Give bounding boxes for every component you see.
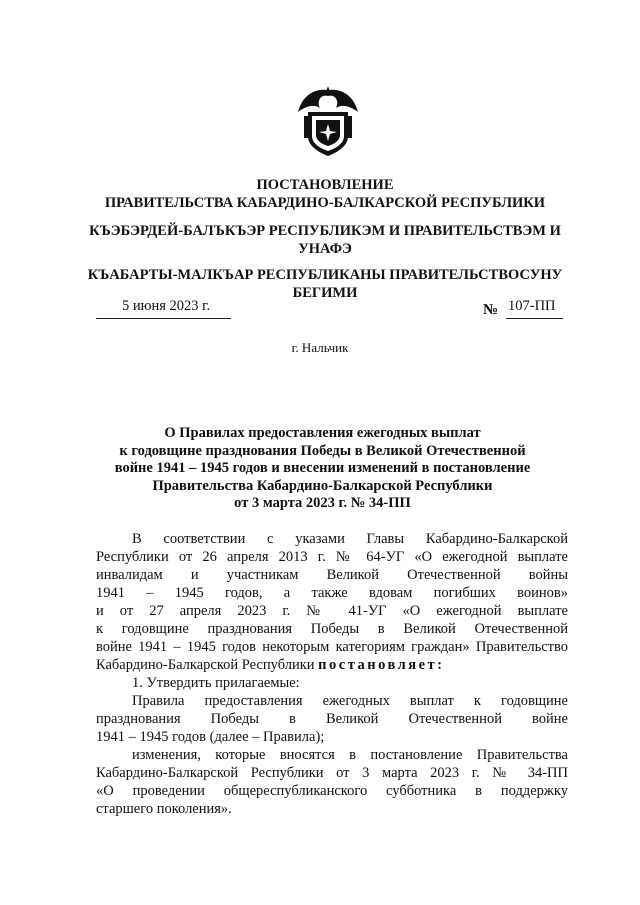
body-line: Правила предоставления ежегодных выплат к годовщине [132, 693, 568, 709]
coat-of-arms-icon [296, 82, 360, 158]
document-title [95, 425, 550, 513]
title-line: Правительства Кабардино-Балкарской Республики [152, 477, 493, 494]
issuer-russian: ПРАВИТЕЛЬСТВА КАБАРДИНО-БАЛКАРСКОЙ РЕСПУБЛИКИ [104, 195, 546, 211]
body-line: В соответствии с указами Главы Кабардино-Балкарской [132, 531, 568, 547]
issuer-kabardian-line2: УНАФЭ [298, 241, 352, 257]
number-underline [506, 318, 563, 319]
title-line: от 3 марта 2023 г. № 34-ПП [234, 495, 411, 511]
date-underline [96, 318, 231, 319]
body-line: к годовщине празднования Победы в Великой Отечественной [96, 621, 568, 637]
body-line: и от 27 апреля 2023 г. № 41-УГ «О ежегодной выплате [96, 603, 568, 619]
body-line: инвалидам и участникам Великой Отечественной войны [96, 567, 568, 583]
number-sign: № [483, 302, 499, 318]
title-line: О Правилах предоставления ежегодных выплат [164, 425, 481, 441]
body-line: Кабардино-Балкарской Республики от 3 марта 2023 г. № 34-ПП [96, 765, 568, 781]
document-number: 107-ПП [508, 298, 556, 314]
body-text: Кабардино-Балкарской Республики [96, 657, 315, 673]
body-line: 1941 – 1945 годов (далее – Правила); [96, 729, 325, 745]
body-line: «О проведении общереспубликанского субботника в поддержку [96, 783, 568, 799]
body-line: старшего поколения». [96, 801, 232, 817]
title-line: к годовщине празднования Победы в Великой Отечественной [119, 442, 526, 459]
header-balkar [60, 266, 590, 302]
header-block [60, 176, 590, 212]
title-line: войне 1941 – 1945 годов и внесении изменений в постановление [114, 460, 531, 476]
document-type: ПОСТАНОВЛЕНИЕ [256, 177, 394, 193]
city: г. Нальчик [291, 340, 349, 355]
body-line: Республики от 26 апреля 2013 г. № 64-УГ «О ежегодной выплате [96, 549, 568, 565]
issuer-kabardian-line1: КЪЭБЭРДЕЙ-БАЛЪКЪЭР РЕСПУБЛИКЭМ И ПРАВИТЕЛЬСТВЭМ И [89, 223, 561, 239]
item-1: 1. Утвердить прилагаемые: [132, 675, 300, 691]
body-line: войне 1941 – 1945 годов некоторым категориям граждан» Правительство [96, 639, 568, 655]
decree-word: постановляет: [318, 657, 445, 673]
header-kabardian [60, 222, 590, 258]
document-date: 5 июня 2023 г. [122, 298, 211, 314]
body-line: празднования Победы в Великой Отечественной войне [96, 711, 568, 727]
issuer-balkar-line2: БЕГИМИ [292, 285, 358, 301]
body-line: изменения, которые вносятся в постановление Правительства [132, 747, 568, 763]
body-line [96, 656, 568, 674]
issuer-balkar-line1: КЪАБАРТЫ-МАЛКЪАР РЕСПУБЛИКАНЫ ПРАВИТЕЛЬСТВОСУНУ [87, 267, 563, 283]
body-line: 1941 – 1945 годов, а также вдовам погибших воинов» [96, 585, 568, 601]
document-body [96, 530, 568, 818]
